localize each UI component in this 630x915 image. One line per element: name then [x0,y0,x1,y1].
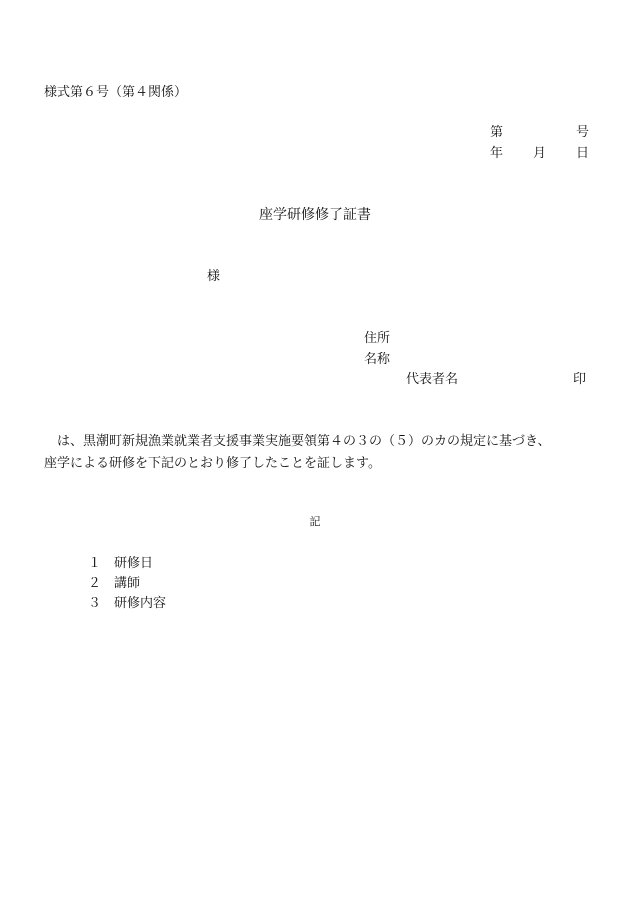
document-title: 座学研修修了証書 [259,207,371,223]
body-line-1: は、黒潮町新規漁業就業者支援事業実施要領第４の３の（５）のカの規定に基づき、 [44,434,551,449]
item-label: 研修内容 [114,596,167,611]
item-list [88,554,166,614]
certificate-body [44,431,592,475]
item-number: ２ [88,576,102,591]
date-year-label: 年 [490,146,504,161]
date-month-label: 月 [533,146,547,161]
recipient-honorific: 様 [207,269,221,284]
date-day-label: 日 [576,146,590,161]
issuer-name-label: 名称 [364,352,391,367]
seal-label: 印 [573,372,587,387]
item-number: １ [88,556,102,571]
document-number-suffix: 号 [576,125,590,140]
body-line-2: 座学による研修を下記のとおり修了したことを証します。 [44,456,381,471]
ki-heading: 記 [309,515,321,528]
item-label: 研修日 [114,556,154,571]
list-item [88,574,166,594]
issuer-address-label: 住所 [364,331,391,346]
item-number: ３ [88,596,102,611]
issuer-representative-label: 代表者名 [406,372,459,387]
list-item [88,594,166,614]
document-number-prefix: 第 [490,125,504,140]
form-number: 様式第６号（第４関係） [44,85,188,100]
list-item [88,554,166,574]
item-label: 講師 [114,576,141,591]
